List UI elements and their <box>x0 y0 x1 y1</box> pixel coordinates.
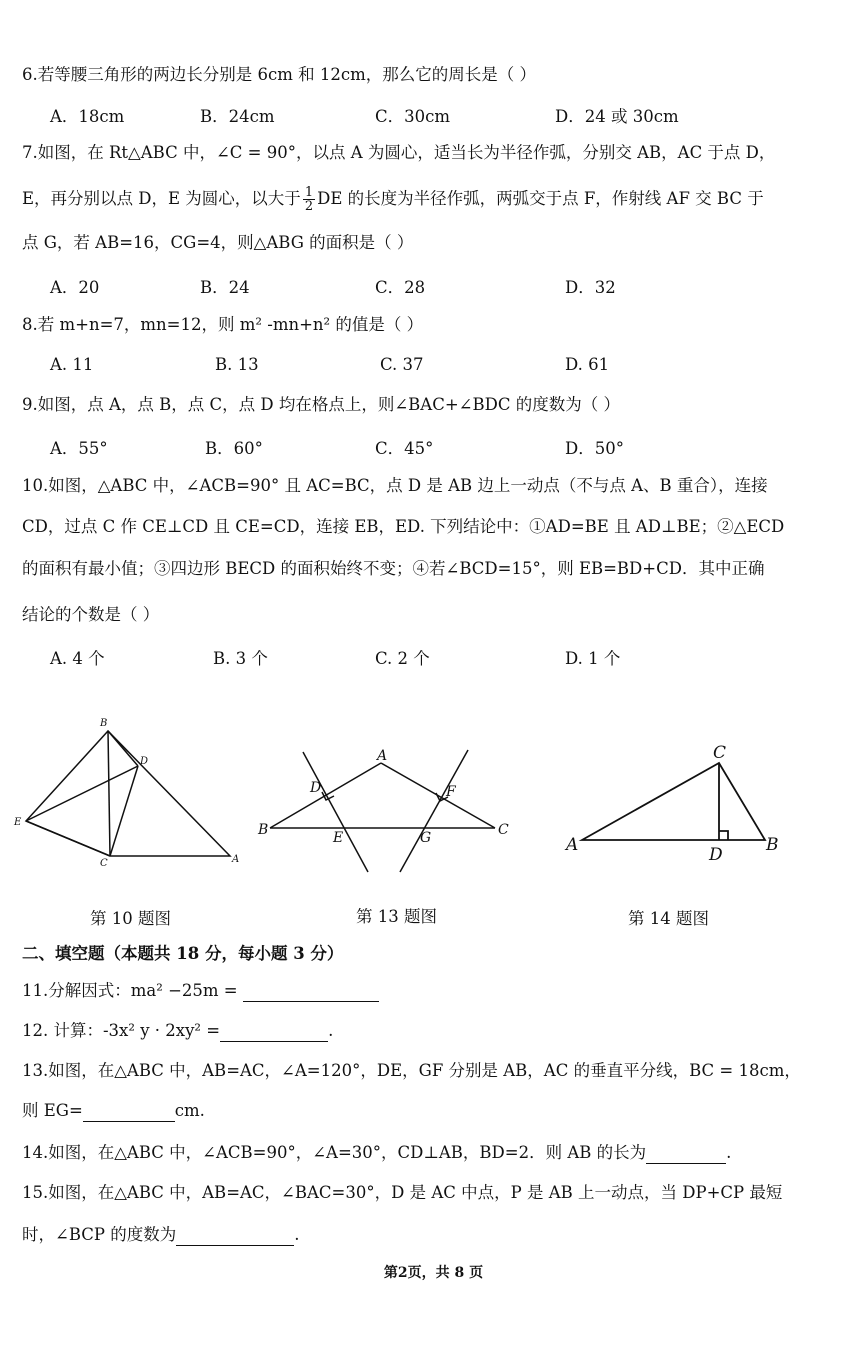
q7-option-c: C．28 <box>375 278 426 297</box>
q9-option-c: C．45° <box>375 439 434 458</box>
fig10-label-a: A <box>232 854 240 865</box>
fig10-segment-cd <box>110 766 138 856</box>
fig13-label-g: G <box>420 830 432 846</box>
fig13-line-fg <box>400 750 468 872</box>
q11 <box>22 980 849 1002</box>
q6-option-b: B．24cm <box>200 107 275 126</box>
q7-option-a: A．20 <box>50 278 100 297</box>
section2-title: 二、填空题（本题共 18 分，每小题 3 分） <box>22 944 344 963</box>
q7-options <box>50 274 850 296</box>
q9-stem: 9.如图，点 A，点 B，点 C，点 D 均在格点上，则∠BAC+∠BDC 的度数为（ ） <box>22 395 620 414</box>
q12-stem: 12. 计算：-3x² y · 2xy² = <box>22 1021 221 1040</box>
fig10-segment-ec <box>26 821 110 856</box>
q7-option-b: B．24 <box>200 278 250 297</box>
q11-answer-blank[interactable] <box>243 983 379 1002</box>
q10-option-d: D. 1 个 <box>565 649 621 668</box>
q10-line1: 10.如图，△ABC 中，∠ACB=90° 且 AC=BC，点 D 是 AB 边上一动点（不与点 A、B 重合），连接 <box>22 476 768 495</box>
q6-option-c: C．30cm <box>375 107 451 126</box>
q7-fraction: $\frac{1}{2}$ <box>304 185 314 214</box>
q8-option-a: A. 11 <box>50 355 94 374</box>
fig13-label-f: F <box>446 784 456 800</box>
fig13-right-angle-d <box>322 792 334 800</box>
fig13-label-c: C <box>498 822 509 838</box>
fig10-segment-bc <box>108 731 110 856</box>
fig13-line-de <box>303 752 368 872</box>
q10-line2: CD，过点 C 作 CE⊥CD 且 CE=CD，连接 EB，ED. 下列结论中：①AD=BE 且 AD⊥BE；②△ECD <box>22 517 785 536</box>
q7-line3: 点 G，若 AB=16，CG=4，则△ABG 的面积是（ ） <box>22 233 414 252</box>
q8-stem: 8.若 m+n=7，mn=12，则 m² -mn+n² 的值是（ ） <box>22 315 424 334</box>
q6-option-d: D．24 或 30cm <box>555 107 679 126</box>
fig10-label-e: E <box>14 817 22 828</box>
q13-line2: 则 EG= cm. <box>22 1101 205 1120</box>
fig13-right-angle-f <box>436 793 448 801</box>
fig14-caption: 第 14 题图 <box>628 909 709 928</box>
fig13-segment-ac <box>381 763 495 828</box>
q7-line1: 7.如图，在 Rt△ABC 中，∠C = 90°，以点 A 为圆心，适当长为半径作弧，分别交 AB，AC 于点 D， <box>22 143 776 162</box>
q12-answer-blank[interactable] <box>220 1023 328 1042</box>
q9-option-b: B．60° <box>205 439 263 458</box>
q8-option-c: C. 37 <box>380 355 424 374</box>
fig10-label-d: D <box>140 756 149 767</box>
q15-answer-blank[interactable] <box>176 1227 294 1246</box>
q9-option-d: D．50° <box>565 439 624 458</box>
q7-option-d: D．32 <box>565 278 616 297</box>
q13-line1: 13.如图，在△ABC 中，AB=AC，∠A=120°，DE，GF 分别是 AB，AC 的垂直平分线，BC = 18cm， <box>22 1061 801 1080</box>
fig14-right-angle <box>719 831 728 840</box>
fig13-segment-ba <box>270 763 381 828</box>
q6-stem: 6.若等腰三角形的两边长分别是 6cm 和 12cm，那么它的周长是（ ） <box>22 65 536 84</box>
q7-line2 <box>22 186 849 213</box>
q9-option-a: A．55° <box>50 439 108 458</box>
fig13-caption: 第 13 题图 <box>356 907 437 926</box>
q14: 14.如图，在△ABC 中，∠ACB=90°，∠A=30°，CD⊥AB，BD=2．则 AB 的长为 . <box>22 1143 732 1162</box>
fig13-label-b: B <box>258 822 269 838</box>
q11-stem: 11.分解因式：ma² −25m = <box>22 981 238 1000</box>
fig10-label-c: C <box>100 858 108 869</box>
fig10-label-b: B <box>100 718 108 729</box>
fig13-label-d: D <box>310 780 322 796</box>
q7-line2-b: DE 的长度为半径作弧，两弧交于点 F，作射线 AF 交 BC 于 <box>317 189 764 208</box>
q13-answer-blank[interactable] <box>83 1103 175 1122</box>
q8-option-d: D. 61 <box>565 355 610 374</box>
fig14-label-c: C <box>713 743 727 763</box>
fig10-segment-ed <box>26 766 138 821</box>
fig14-triangle <box>582 763 765 840</box>
q14-stem: 14.如图，在△ABC 中，∠ACB=90°，∠A=30°，CD⊥AB，BD=2．则 AB 的长为 <box>22 1143 647 1162</box>
fig13-label-e: E <box>333 830 344 846</box>
fig10-caption: 第 10 题图 <box>90 909 171 928</box>
fig14-label-a: A <box>566 835 579 855</box>
q12: 12. 计算：-3x² y · 2xy² = . <box>22 1021 334 1040</box>
q8-options <box>50 355 850 377</box>
q10-option-c: C. 2 个 <box>375 649 430 668</box>
q10-options <box>50 645 850 667</box>
fig14-label-d: D <box>709 845 723 865</box>
q9-options <box>50 435 850 457</box>
q10-option-a: A. 4 个 <box>50 649 105 668</box>
q15-line1: 15.如图，在△ABC 中，AB=AC，∠BAC=30°，D 是 AC 中点，P 是 AB 上一动点，当 DP+CP 最短 <box>22 1183 783 1202</box>
q7-line2-a: E，再分别以点 D，E 为圆心，以大于 <box>22 189 301 208</box>
fig10-segment-bd <box>108 731 138 766</box>
q6-option-a: A．18cm <box>50 107 125 126</box>
q6-options <box>50 103 850 125</box>
q10-line3: 的面积有最小值；③四边形 BECD 的面积始终不变；④若∠BCD=15°，则 EB=BD+CD．其中正确 <box>22 559 765 578</box>
page-number: 第2页，共 8 页 <box>383 1265 484 1281</box>
q10-option-b: B. 3 个 <box>213 649 268 668</box>
q10-line4: 结论的个数是（ ） <box>22 605 160 624</box>
fig10-outline <box>26 731 230 856</box>
fig14-label-b: B <box>766 835 779 855</box>
q14-answer-blank[interactable] <box>646 1145 726 1164</box>
fig13-label-a: A <box>377 748 388 764</box>
q8-option-b: B. 13 <box>215 355 259 374</box>
q15-line2: 时，∠BCP 的度数为 . <box>22 1225 300 1244</box>
